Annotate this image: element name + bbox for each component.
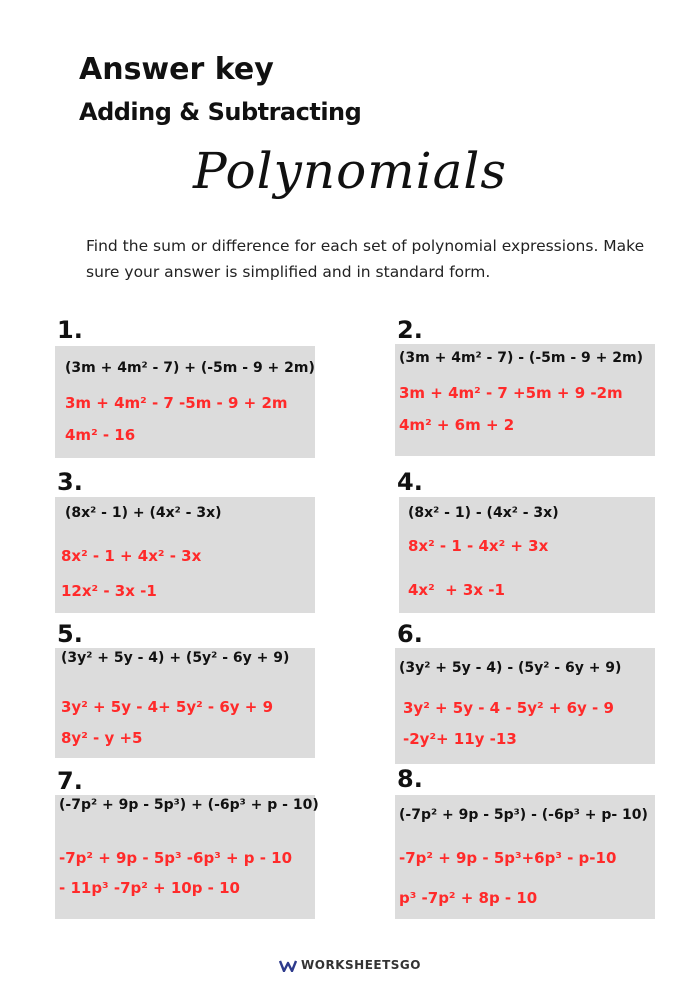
problem-2-box xyxy=(395,344,655,456)
problem-4-expression: (8x² - 1) - (4x² - 3x) xyxy=(408,505,559,521)
problem-8-step: -7p² + 9p - 5p³+6p³ - p-10 xyxy=(399,849,617,867)
problem-7-expression: (-7p² + 9p - 5p³) + (-6p³ + p - 10) xyxy=(59,797,319,813)
problem-6-answer: -2y²+ 11y -13 xyxy=(403,730,517,748)
problem-1-answer: 4m² - 16 xyxy=(65,426,136,444)
footer-brand xyxy=(0,958,700,972)
problem-2-answer: 4m² + 6m + 2 xyxy=(399,416,515,434)
problem-1-step: 3m + 4m² - 7 -5m - 9 + 2m xyxy=(65,394,288,412)
problem-3-answer: 12x² - 3x -1 xyxy=(61,582,157,600)
problem-3-box xyxy=(55,497,315,613)
problem-8-number: 8. xyxy=(397,765,423,793)
problem-2-number: 2. xyxy=(397,316,423,344)
problem-6-step: 3y² + 5y - 4 - 5y² + 6y - 9 xyxy=(403,699,614,717)
problem-5-number: 5. xyxy=(57,620,83,648)
problem-1-number: 1. xyxy=(57,316,83,344)
problem-6-expression: (3y² + 5y - 4) - (5y² - 6y + 9) xyxy=(399,660,622,676)
problem-8-answer: p³ -7p² + 8p - 10 xyxy=(399,889,538,907)
instructions: Find the sum or difference for each set of polynomial expressions. Make sure your answer is simplified and in standard form. xyxy=(86,237,645,281)
problem-6-number: 6. xyxy=(397,620,423,648)
problem-6-box xyxy=(395,648,655,764)
subtitle: Adding & Subtracting xyxy=(79,98,362,126)
problem-8-box xyxy=(395,795,655,919)
problem-4-box xyxy=(399,497,655,613)
problem-2-expression: (3m + 4m² - 7) - (-5m - 9 + 2m) xyxy=(399,350,643,366)
worksheetsgo-logo-icon xyxy=(279,960,297,972)
problem-1-expression: (3m + 4m² - 7) + (-5m - 9 + 2m) xyxy=(65,360,315,376)
answer-key-heading: Answer key xyxy=(79,52,274,87)
problem-5-answer: 8y² - y +5 xyxy=(61,729,143,747)
problem-8-expression: (-7p² + 9p - 5p³) - (-6p³ + p- 10) xyxy=(399,807,648,823)
problem-4-answer: 4x² + 3x -1 xyxy=(408,581,505,599)
problem-5-expression: (3y² + 5y - 4) + (5y² - 6y + 9) xyxy=(61,650,290,666)
problem-7-number: 7. xyxy=(57,767,83,795)
page-title: Polynomials xyxy=(192,142,508,200)
problem-2-step: 3m + 4m² - 7 +5m + 9 -2m xyxy=(399,384,623,402)
problem-4-number: 4. xyxy=(397,468,423,496)
problem-5-step: 3y² + 5y - 4+ 5y² - 6y + 9 xyxy=(61,698,274,716)
problem-7-step: -7p² + 9p - 5p³ -6p³ + p - 10 xyxy=(59,849,293,867)
problem-4-step: 8x² - 1 - 4x² + 3x xyxy=(408,537,549,555)
problem-3-step: 8x² - 1 + 4x² - 3x xyxy=(61,547,202,565)
problem-7-answer: - 11p³ -7p² + 10p - 10 xyxy=(59,879,240,897)
footer-brand-text: WORKSHEETSGO xyxy=(301,958,421,972)
problem-1-box xyxy=(55,346,315,458)
problem-5-box xyxy=(55,648,315,758)
problem-3-expression: (8x² - 1) + (4x² - 3x) xyxy=(65,505,222,521)
problem-7-box xyxy=(55,795,319,919)
problem-3-number: 3. xyxy=(57,468,83,496)
